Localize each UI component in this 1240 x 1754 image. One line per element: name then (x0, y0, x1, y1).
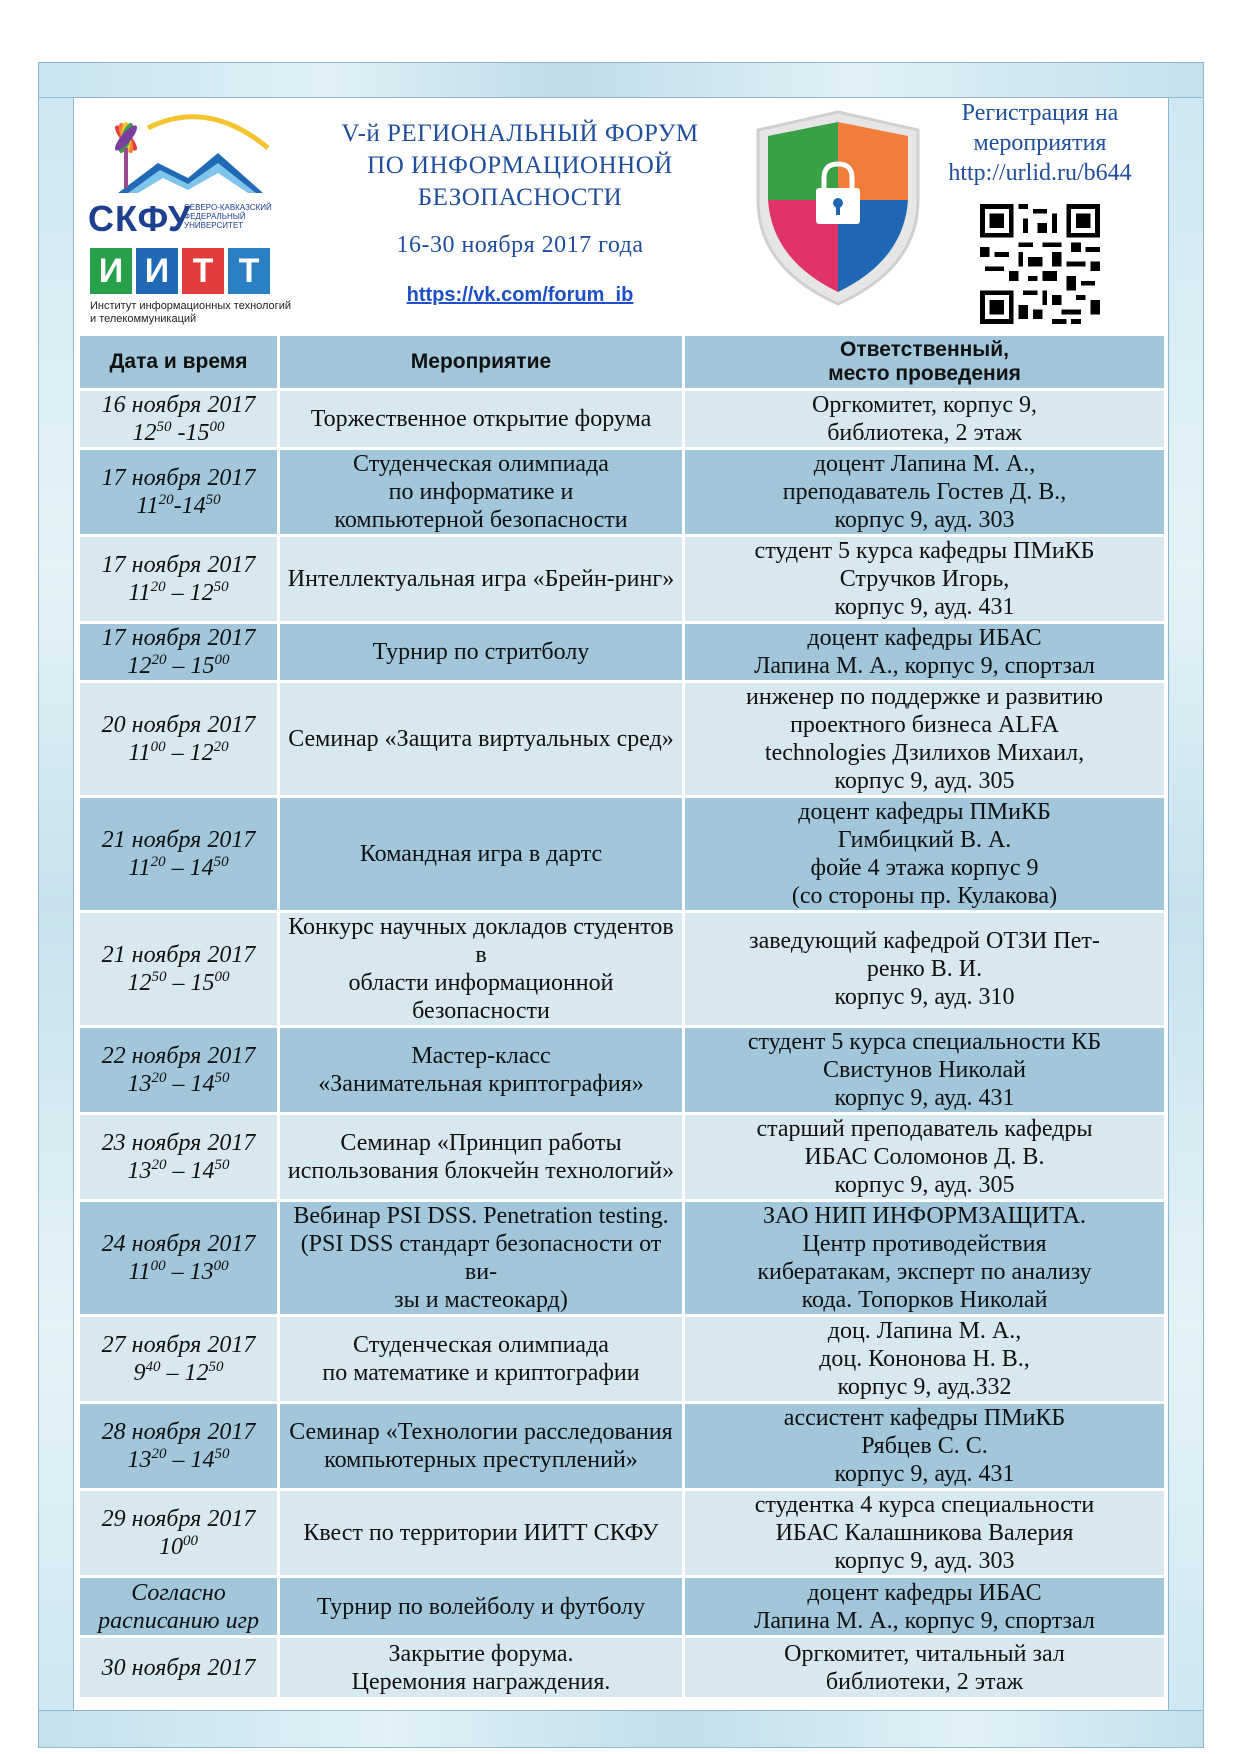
responsible-place: студентка 4 курса специальности ИБАС Калашникова Валерия корпус 9, ауд. 303 (754, 1492, 1095, 1574)
event-cell (279, 682, 684, 797)
date-cell (79, 1490, 279, 1577)
table-row (79, 390, 1166, 449)
iitt-wordmark (90, 248, 270, 294)
place-cell (684, 1403, 1166, 1490)
event-name: Студенческая олимпиада по информатике и компьютерной безопасности (334, 451, 628, 533)
responsible-place: доцент кафедры ПМиКБ Гимбицкий В. А. фойе 4 этажа корпус 9 (со стороны пр. Кулакова) (791, 799, 1058, 909)
table-row (79, 1637, 1166, 1699)
event-time: $11^{00} - 12^{20}$ (128, 739, 229, 766)
title-line: ПО ИНФОРМАЦИОННОЙ (367, 152, 673, 179)
event-date: 17 ноября 2017 (101, 625, 256, 651)
registration-info (930, 98, 1150, 188)
date-cell (79, 682, 279, 797)
header-place-label: Ответственный, место проведения (828, 338, 1021, 385)
event-cell (279, 623, 684, 682)
event-time: $12^{50} - 15^{00}$ (127, 969, 230, 996)
date-cell (79, 1027, 279, 1114)
date-cell (79, 1316, 279, 1403)
date-cell (79, 1577, 279, 1637)
event-name: Турнир по стритболу (372, 639, 590, 665)
responsible-place: инженер по поддержке и развитию проектного бизнеса ALFA technologies Дзилихов Михаил, корпус 9, ауд. 305 (746, 684, 1103, 794)
event-time: расписанию игр (98, 1607, 259, 1634)
title-line: БЕЗОПАСНОСТИ (417, 184, 623, 211)
header-event-label: Мероприятие (410, 350, 552, 373)
event-time: $11^{20}-14^{50}$ (136, 492, 221, 519)
event-date: 28 ноября 2017 (101, 1419, 256, 1445)
event-name: Турнир по волейболу и футболу (316, 1593, 646, 1620)
event-name: Вебинар PSI DSS. Penetration testing. (PSI DSS стандарт безопасности от ви- зы и мастеокард) (293, 1203, 669, 1313)
event-name: Конкурс научных докладов студентов в области информационной безопасности (288, 914, 674, 1024)
date-cell (79, 449, 279, 536)
event-date: 22 ноября 2017 (101, 1043, 256, 1069)
event-date: 30 ноября 2017 (101, 1654, 256, 1681)
schedule-table (77, 333, 1167, 1700)
table-row (79, 449, 1166, 536)
responsible-place: доцент Лапина М. А., преподаватель Гостев Д. В., корпус 9, ауд. 303 (782, 451, 1067, 533)
event-date: 27 ноября 2017 (101, 1332, 256, 1358)
event-name: Студенческая олимпиада по математике и криптографии (322, 1332, 640, 1386)
event-time: $13^{20} - 14^{50}$ (127, 1070, 230, 1097)
event-name: Семинар «Принцип работы использования блокчейн технологий» (287, 1130, 675, 1184)
event-cell (279, 390, 684, 449)
place-cell (684, 1577, 1166, 1637)
table-row (79, 1201, 1166, 1316)
event-time: $11^{20} - 12^{50}$ (128, 579, 229, 606)
frame-bottom-bar (38, 1710, 1204, 1748)
registration-line: Регистрация на (961, 100, 1119, 126)
responsible-place: старший преподаватель кафедры ИБАС Соломонов Д. В. корпус 9, ауд. 305 (756, 1116, 1093, 1198)
schedule-body (79, 390, 1166, 1699)
registration-link[interactable]: http://urlid.ru/b644 (948, 160, 1132, 186)
event-date: Согласно (131, 1579, 226, 1606)
skfu-wordmark: СКФУ (88, 198, 192, 239)
header-place (684, 335, 1166, 390)
header-date (79, 335, 279, 390)
title-line: V-й РЕГИОНАЛЬНЫЙ ФОРУМ (341, 120, 699, 147)
place-cell (684, 1637, 1166, 1699)
event-cell (279, 1490, 684, 1577)
event-date: 29 ноября 2017 (101, 1506, 256, 1532)
table-row (79, 797, 1166, 912)
event-time: $10^{00}$ (159, 1533, 198, 1560)
event-cell (279, 1637, 684, 1699)
event-cell (279, 1114, 684, 1201)
date-cell (79, 623, 279, 682)
date-cell (79, 912, 279, 1027)
table-row (79, 1027, 1166, 1114)
place-cell (684, 1027, 1166, 1114)
table-row (79, 1577, 1166, 1637)
place-cell (684, 797, 1166, 912)
security-shield-icon (752, 108, 924, 308)
skfu-iitt-logo (88, 108, 291, 330)
date-cell (79, 1637, 279, 1699)
place-cell (684, 682, 1166, 797)
event-name: Интеллектуальная игра «Брейн-ринг» (287, 566, 675, 592)
event-cell (279, 797, 684, 912)
table-row (79, 682, 1166, 797)
event-date: 17 ноября 2017 (101, 552, 256, 578)
place-cell (684, 1316, 1166, 1403)
responsible-place: доц. Лапина М. А., доц. Кононова Н. В., корпус 9, ауд.332 (819, 1318, 1030, 1400)
event-cell (279, 1403, 684, 1490)
place-cell (684, 536, 1166, 623)
event-time: $13^{20} - 14^{50}$ (127, 1157, 230, 1184)
date-cell (79, 1403, 279, 1490)
iitt-letter: И (136, 248, 178, 294)
place-cell (684, 1201, 1166, 1316)
event-date: 23 ноября 2017 (101, 1130, 256, 1156)
table-row (79, 536, 1166, 623)
responsible-place: Оргкомитет, корпус 9, библиотека, 2 этаж (812, 392, 1037, 446)
responsible-place: ЗАО НИП ИНФОРМЗАЩИТА. Центр противодействия кибератакам, эксперт по анализу кода. Топорков Николай (757, 1203, 1092, 1313)
table-header-row (79, 335, 1166, 390)
frame-top-bar (38, 62, 1204, 98)
event-cell (279, 1027, 684, 1114)
event-time: $11^{20} - 14^{50}$ (128, 854, 229, 881)
iitt-letter: Т (228, 248, 270, 294)
forum-title (300, 118, 740, 214)
forum-dates: 16-30 ноября 2017 года (396, 232, 644, 258)
responsible-place: Оргкомитет, читальный зал библиотеки, 2 этаж (784, 1640, 1065, 1695)
event-cell (279, 1316, 684, 1403)
table-row (79, 1114, 1166, 1201)
event-date: 24 ноября 2017 (101, 1231, 256, 1257)
iitt-letter: Т (182, 248, 224, 294)
date-cell (79, 536, 279, 623)
place-cell (684, 1490, 1166, 1577)
table-row (79, 1403, 1166, 1490)
table-row (79, 623, 1166, 682)
frame-right-bar (1168, 62, 1204, 1748)
frame-left-bar (38, 62, 74, 1748)
date-cell (79, 1114, 279, 1201)
responsible-place: доцент кафедры ИБАС Лапина М. А., корпус 9, спортзал (754, 625, 1095, 679)
institute-name: Институт информационных технологий и телекоммуникаций (90, 300, 291, 325)
table-row (79, 1490, 1166, 1577)
event-date: 21 ноября 2017 (101, 827, 256, 853)
event-cell (279, 449, 684, 536)
event-date: 20 ноября 2017 (101, 712, 256, 738)
table-row (79, 912, 1166, 1027)
place-cell (684, 912, 1166, 1027)
date-cell (79, 390, 279, 449)
skfu-subtitle: СЕВЕРО-КАВКАЗСКИЙ ФЕДЕРАЛЬНЫЙ УНИВЕРСИТЕТ (184, 203, 272, 230)
place-cell (684, 1114, 1166, 1201)
event-name: Семинар «Технологии расследования компьютерных преступлений» (289, 1419, 673, 1473)
mountains-logo-icon (88, 108, 288, 208)
responsible-place: заведующий кафедрой ОТЗИ Пет- ренко В. И. корпус 9, ауд. 310 (749, 928, 1100, 1010)
event-date: 21 ноября 2017 (101, 942, 256, 968)
header-event (279, 335, 684, 390)
header-date-label: Дата и время (109, 350, 248, 373)
event-time: $12^{20} - 15^{00}$ (127, 652, 230, 679)
event-name: Мастер-класс «Занимательная криптография» (318, 1043, 644, 1097)
responsible-place: доцент кафедры ИБАС Лапина М. А., корпус 9, спортзал (754, 1579, 1095, 1634)
event-cell (279, 1201, 684, 1316)
table-row (79, 1316, 1166, 1403)
event-time: $12^{50}$ $-15^{00}$ (132, 419, 225, 446)
place-cell (684, 449, 1166, 536)
event-name: Семинар «Защита виртуальных сред» (288, 726, 674, 752)
event-time: $9^{40} - 12^{50}$ (133, 1359, 224, 1386)
event-name: Закрытие форума. Церемония награждения. (351, 1640, 611, 1695)
event-time: $13^{20} - 14^{50}$ (127, 1446, 230, 1473)
event-date: 16 ноября 2017 (101, 392, 256, 418)
qr-code-icon[interactable] (980, 204, 1100, 324)
event-name: Командная игра в дартс (359, 841, 603, 867)
date-cell (79, 1201, 279, 1316)
forum-link[interactable]: https://vk.com/forum_ib (406, 284, 634, 306)
event-name: Квест по территории ИИТТ СКФУ (303, 1520, 659, 1546)
place-cell (684, 390, 1166, 449)
iitt-letter: И (90, 248, 132, 294)
responsible-place: студент 5 курса кафедры ПМиКБ Стручков Игорь, корпус 9, ауд. 431 (754, 538, 1095, 620)
event-date: 17 ноября 2017 (101, 465, 256, 491)
event-cell (279, 536, 684, 623)
registration-line: мероприятия (973, 130, 1107, 156)
event-cell (279, 912, 684, 1027)
event-time: $11^{00} - 13^{00}$ (128, 1258, 229, 1285)
event-cell (279, 1577, 684, 1637)
event-name: Торжественное открытие форума (310, 406, 652, 432)
responsible-place: ассистент кафедры ПМиКБ Рябцев С. С. корпус 9, ауд. 431 (783, 1405, 1066, 1487)
date-cell (79, 797, 279, 912)
responsible-place: студент 5 курса специальности КБ Свистунов Николай корпус 9, ауд. 431 (747, 1029, 1102, 1111)
place-cell (684, 623, 1166, 682)
